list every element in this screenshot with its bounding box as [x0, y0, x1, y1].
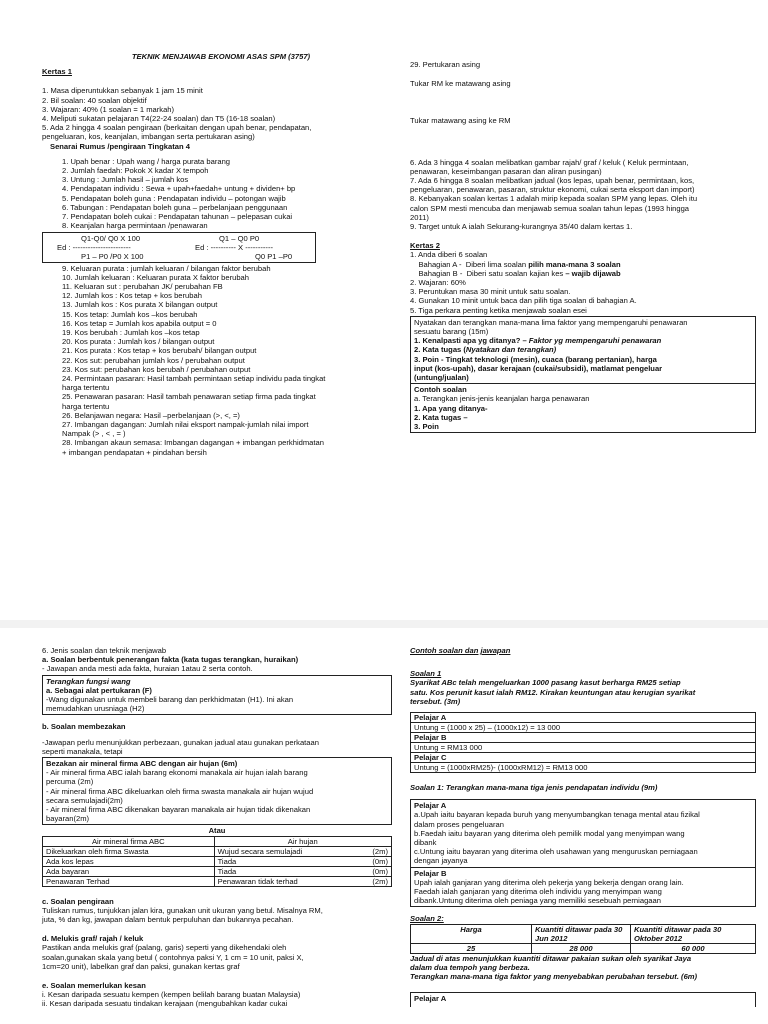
- soalan2-header-cell: Harga: [411, 924, 532, 943]
- section-e-heading: e. Soalan memerlukan kesan: [42, 981, 146, 991]
- box1-point-2-text: 2. Kata tugas (: [414, 345, 466, 355]
- answer-text: Untung = RM13 000: [411, 743, 756, 753]
- table-cell: Dikeluarkan oleh firma Swasta: [43, 846, 215, 856]
- box1-point-1-text: 1. Kenalpasti apa yg ditanya? –: [414, 336, 529, 346]
- kertas2-heading: Kertas 2: [410, 241, 440, 251]
- example-box-penawaran: [410, 316, 756, 384]
- bezakan-line: percuma (2m): [46, 777, 94, 787]
- formula-row: [43, 252, 315, 261]
- section-d-heading: d. Melukis graf/ rajah / keluk: [42, 934, 144, 944]
- box2-point: 3. Poin: [414, 422, 439, 432]
- tukar-rm-line: Tukar RM ke matawang asing: [410, 79, 511, 89]
- formula-item: 8. Keanjalan harga permintaan /penawaran: [62, 221, 208, 231]
- soalan1-line: Syarikat ABc telah mengeluarkan 1000 pasang kasut berharga RM25 setiap: [410, 678, 681, 688]
- pelajar-b-answer-box: [410, 867, 756, 908]
- section-a-sub: - Jawapan anda mesti ada fakta, huraian 1atau 2 serta contoh.: [42, 664, 253, 674]
- answer-label: Pelajar C: [411, 753, 756, 763]
- section-e-line: ii. Kesan daripada sesuatu tindakan kerajaan (mengubahkan kadar cukai: [42, 999, 288, 1009]
- bahagian-a-text: Bahagian A - Diberi lima soalan: [410, 259, 529, 269]
- section-e-line: i. Kesan daripada sesuatu kempen (kempen belilah barang buatan Malaysia): [42, 990, 301, 1000]
- soalan1b-question: Soalan 1: Terangkan mana-mana tiga jenis pendapatan individu (9m): [410, 783, 658, 793]
- table-cell: Ada kos lepas: [43, 856, 215, 866]
- formula-row: [43, 243, 315, 252]
- soalan2-question: [410, 954, 756, 982]
- kertas2-intro: 1. Anda diberi 6 soalan: [410, 250, 488, 260]
- section-b-heading: b. Soalan membezakan: [42, 722, 126, 732]
- formula-item: 6. Tabungan : Pendapatan boleh guna – perbelanjaan penggunaan: [62, 202, 288, 212]
- pelajar-a-answer: [414, 810, 752, 865]
- soalan2-header-cell: Kuantiti ditawar pada 30 Jun 2012: [532, 924, 631, 943]
- answer-row: [411, 723, 756, 733]
- soalan2-cell: 28 000: [532, 943, 631, 953]
- table-cell: (0m): [357, 856, 392, 866]
- fungsi-wang-body: [46, 695, 388, 713]
- section-b-line: -Jawapan perlu menunjukkan perbezaan, gunakan jadual atau gunakan perkataan: [42, 737, 319, 747]
- answer-text: Untung = (1000 x 25) – (1000x12) = 13 000: [411, 723, 756, 733]
- soalan2-table: [410, 924, 756, 954]
- kertas1-heading: Kertas 1: [42, 67, 72, 77]
- contoh-soalan-heading: Contoh soalan dan jawapan: [410, 646, 511, 655]
- formula-item: 24. Permintaan pasaran: Hasil tambah permintaan setiap individu pada tingkat: [62, 374, 326, 384]
- formula-item: 23. Kos sut: perubahan kos berubah / perubahan output: [62, 364, 251, 374]
- answer-label-row: [411, 713, 756, 723]
- formula-item: 16. Kos tetap = Jumlah kos apabila output = 0: [62, 318, 217, 328]
- bezakan-line: secara semulajadi(2m): [46, 795, 123, 805]
- kertas1-item: 1. Masa diperuntukkan sebanyak 1 jam 15 minit: [42, 86, 203, 96]
- formula-item: 1. Upah benar : Upah wang / harga purata barang: [62, 156, 231, 166]
- section-c-body: [42, 906, 392, 924]
- section-c-heading: c. Soalan pengiraan: [42, 896, 114, 906]
- section-d-line: Pastikan anda melukis graf (palang, garis) seperti yang dikehendaki oleh: [42, 943, 287, 953]
- page1-right-column: [410, 60, 756, 434]
- table-header-row: [43, 836, 392, 846]
- kertas1-item: 4. Meliputi sukatan pelajaran T4(22-24 soalan) dan T5 (16-18 soalan): [42, 114, 276, 124]
- note-line: 8. Kebanyakan soalan kertas 1 adalah mirip kepada soalan SPM yang lepas. Oleh itu: [410, 194, 698, 204]
- formula-cell: P1 – P0 /P0 X 100: [81, 252, 144, 262]
- formula-cell: Ed : -----------------------: [57, 242, 131, 252]
- table-cell: Wujud secara semulajadi: [214, 846, 357, 856]
- kertas1-notes-continued: [410, 158, 756, 232]
- atau-label: Atau: [208, 826, 226, 836]
- formula-item: harga tertentu: [62, 401, 110, 411]
- soalan2-header-cell: Kuantiti ditawar pada 30 Oktober 2012: [631, 924, 756, 943]
- formula-item: 21. Kos purata : Kos tetap + kos berubah/ bilangan output: [62, 346, 257, 356]
- soalan1-line: satu. Kos perunit kasut ialah RM12. Kirakan keuntungan atau kerugian syarikat: [410, 687, 696, 697]
- box1-point-3: [414, 355, 752, 383]
- pelajar-a-line: dalam proses pengeluaran: [414, 819, 504, 829]
- table-row: [43, 876, 392, 886]
- kertas1-list: [42, 86, 400, 141]
- section-a-heading: a. Soalan berbentuk penerangan fakta (kata tugas terangkan, huraikan): [42, 655, 299, 665]
- box1-point-1-italic: Faktor yg mempengaruhi penawaran: [528, 336, 662, 346]
- answer-text: Untung = (1000xRM25)- (1000xRM12) = RM13 000: [411, 763, 756, 773]
- fungsi-line: memudahkan urusniaga (H2): [46, 704, 145, 714]
- box1-point-3-line: input (kos-upah), dasar kerajaan (cukai/subsidi), matlamat pengeluar: [414, 363, 663, 373]
- formula-item: 4. Pendapatan individu : Sewa + upah+faedah+ untung + dividen+ bp: [62, 184, 296, 194]
- formula-item: 28. Imbangan akaun semasa: Imbangan dagangan + imbangan perkhidmatan: [62, 438, 324, 448]
- box1-point-2-italic: Nyatakan dan terangkan): [465, 345, 557, 355]
- kertas2-item: 4. Gunakan 10 minit untuk baca dan pilih tiga soalan di bahagian A.: [410, 296, 637, 306]
- kertas2-item: 2. Wajaran: 60%: [410, 278, 466, 288]
- soalan2-cell: 60 000: [631, 943, 756, 953]
- bezakan-line: - Air mineral firma ABC dikeluarkan oleh firma swasta manakala air hujan wujud: [46, 786, 314, 796]
- pelajar-a-line: dengan jayanya: [414, 856, 468, 866]
- formula-item: 3. Untung : Jumlah hasil – jumlah kos: [62, 175, 189, 185]
- table-row: [43, 846, 392, 856]
- formula-item: 9. Keluaran purata : jumlah keluaran / bilangan faktor berubah: [62, 263, 271, 273]
- box1-question: [414, 318, 752, 336]
- page-separator: [0, 620, 768, 628]
- tukar-asing-line: Tukar matawang asing ke RM: [410, 116, 511, 126]
- elasticity-formula-box: [42, 232, 316, 262]
- section-c-line: Tuliskan rumus, tunjukkan jalan kira, gunakan unit ukuran yang betul. Misalnya RM,: [42, 905, 323, 915]
- box2-point: 2. Kata tugas –: [414, 412, 468, 422]
- section-d-body: [42, 943, 392, 971]
- formula-item: 27. Imbangan dagangan: Jumlah nilai eksport nampak-jumlah nilai import: [62, 420, 309, 430]
- box2-title: Contoh soalan: [414, 385, 467, 395]
- answer-label: Pelajar A: [411, 713, 756, 723]
- kertas1-item: 5. Ada 2 hingga 4 soalan pengiraan (berkaitan dengan upah benar, pendapatan,: [42, 123, 312, 133]
- section-d-line: 1cm=20 unit), labelkan graf dan paksi, gunakan kertas graf: [42, 961, 240, 971]
- formula-cell: Q0 P1 –P0: [255, 252, 293, 262]
- table-cell: (0m): [357, 866, 392, 876]
- bezakan-title: Bezakan air mineral firma ABC dengan air hujan (6m): [46, 759, 238, 769]
- pelajar-a-line: dibank: [414, 838, 437, 848]
- soalan2-data-row: [411, 943, 756, 953]
- bahagian-a-line: [410, 260, 756, 269]
- pelajar-b-line: Faedah ialah ganjaran yang diterima oleh individu yang menyimpan wang: [414, 887, 662, 897]
- box2-points: [414, 404, 752, 432]
- table-cell: Tiada: [214, 866, 357, 876]
- document-title: TEKNIK MENJAWAB EKONOMI ASAS SPM (3757): [131, 52, 311, 61]
- answer-label-row: [411, 753, 756, 763]
- section-e-body: [42, 990, 392, 1008]
- soalan2-line: Terangkan mana-mana tiga faktor yang menyebabkan perubahan tersebut. (6m): [410, 972, 698, 982]
- formula-item: + imbangan pendapatan + pindahan bersih: [62, 447, 207, 457]
- bezakan-line: - Air mineral firma ABC dikenakan bayaran manakala air hujan tidak dikenakan: [46, 805, 311, 815]
- table-cell: (2m): [357, 846, 392, 856]
- comparison-table-body: [43, 846, 392, 886]
- table-header-cell: Air mineral firma ABC: [43, 836, 215, 846]
- formula-cell: Q1 – Q0 P0: [219, 233, 260, 243]
- formula-item: 15. Kos tetap: Jumlah kos –kos berubah: [62, 309, 198, 319]
- formula-item: Nampak (> , < , = ): [62, 429, 126, 439]
- formula-cell: Ed : ---------- X -----------: [195, 242, 274, 252]
- table-cell: Ada bayaran: [43, 866, 215, 876]
- pertukaran-heading: 29. Pertukaran asing: [410, 60, 481, 69]
- answers-table: [410, 712, 756, 773]
- formula-item: 2. Jumlah faedah: Pokok X kadar X tempoh: [62, 166, 209, 176]
- kertas1-item: pengeluaran, kos, keanjalan, imbangan serta pertukaran asing): [42, 132, 255, 142]
- pelajar-b-label: Pelajar B: [414, 868, 447, 878]
- note-line: 6. Ada 3 hingga 4 soalan melibatkan gambar rajah/ graf / keluk ( Keluk permintaan,: [410, 157, 689, 167]
- bottom-answer-label: Pelajar A: [414, 994, 447, 1004]
- box1-point-3-line: 3. Poin - Tingkat teknologi (mesin), cuaca (barang pertanian), harga: [414, 354, 657, 364]
- bahagian-b-emphasis: – wajib dijawab: [565, 268, 621, 278]
- soalan2-cell: 25: [411, 943, 532, 953]
- bottom-answer-box: [410, 992, 756, 1007]
- formula-item: 20. Kos purata : Jumlah kos / bilangan output: [62, 337, 215, 347]
- formula-item: 11. Keluaran sut : perubahan JK/ perubahan FB: [62, 282, 223, 292]
- pelajar-a-line: c.Untung iaitu bayaran yang diterima oleh usahawan yang menguruskan perniagaan: [414, 847, 698, 857]
- pelajar-a-label: Pelajar A: [414, 801, 447, 811]
- formula-item: 22. Kos sut: perubahan jumlah kos / perubahan output: [62, 355, 245, 365]
- answer-row: [411, 743, 756, 753]
- bahagian-b-line: [410, 269, 756, 278]
- kertas2-item: 5. Tiga perkara penting ketika menjawab soalan esei: [410, 305, 587, 315]
- page2-right-column: [410, 646, 756, 1008]
- kertas2-item: 3. Peruntukan masa 30 minit untuk satu soalan.: [410, 287, 571, 297]
- formula-item: 25. Penawaran pasaran: Hasil tambah penawaran setiap firma pada tingkat: [62, 392, 316, 402]
- table-cell: (2m): [357, 876, 392, 886]
- kertas1-item: 2. Bil soalan: 40 soalan objektif: [42, 95, 147, 105]
- fungsi-wang-box: [42, 675, 392, 716]
- soalan2-heading: Soalan 2:: [410, 914, 444, 924]
- fungsi-wang-title: Terangkan fungsi wang: [46, 676, 131, 686]
- soalan2-line: Jadual di atas menunjukkan kuantiti ditawar pakaian sukan oleh syarikat Jaya: [410, 953, 692, 963]
- formula-item: 10. Jumlah keluaran : Keluaran purata X faktor berubah: [62, 272, 250, 282]
- page1-left-column: [42, 52, 400, 457]
- bezakan-line: - Air mineral firma ABC ialah barang ekonomi manakala air hujan ialah barang: [46, 768, 308, 778]
- bezakan-box: [42, 757, 392, 825]
- box1-point-3-line: (untung/jualan): [414, 373, 469, 383]
- pelajar-a-line: a.Upah iaitu bayaran kepada buruh yang menyumbangkan tenaga mental atau fizikal: [414, 810, 700, 820]
- fungsi-line: -Wang digunakan untuk membeli barang dan perkhidmatan (H1). Ini akan: [46, 695, 294, 705]
- box1-point-1: [414, 336, 752, 345]
- note-line: 7. Ada 6 hingga 8 soalan melibatkan jadual (kos lepas, upah benar, permintaan, kos,: [410, 176, 695, 186]
- rumus-heading: Senarai Rumus /pengiraan Tingkatan 4: [50, 141, 190, 151]
- bahagian-a-emphasis: pilih mana-mana 3 soalan: [528, 259, 621, 269]
- formula-item: harga tertentu: [62, 383, 110, 393]
- soalan1-question: [410, 678, 756, 706]
- answer-label-row: [411, 733, 756, 743]
- fungsi-wang-head: a. Sebagai alat pertukaran (F): [46, 685, 152, 695]
- kertas1-item: 3. Wajaran: 40% (1 soalan = 1 markah): [42, 104, 175, 114]
- formula-item: 19. Kos berubah : Jumlah kos –kos tetap: [62, 328, 200, 338]
- section-c-line: juta, % dan kg, jawapan dalam bentuk perpuluhan dan bukannya pecahan.: [42, 915, 294, 925]
- page-two: [0, 628, 768, 1024]
- comparison-table: [42, 836, 392, 887]
- answer-row: [411, 763, 756, 773]
- formula-item: 5. Pendapatan boleh guna : Pendapatan individu – potongan wajib: [62, 193, 286, 203]
- box2-question: [414, 394, 752, 403]
- bezakan-line: bayaran(2m): [46, 814, 90, 824]
- formula-list-a: [42, 157, 400, 231]
- soalan2-header-row: [411, 924, 756, 943]
- table-cell: Penawaran tidak terhad: [214, 876, 357, 886]
- soalan2-line: dalam dua tempoh yang berbeza.: [410, 962, 530, 972]
- pelajar-b-line: Upah ialah ganjaran yang diterima oleh pekerja yang bekerja dengan orang lain.: [414, 877, 684, 887]
- table-header-cell: Air hujan: [214, 836, 391, 846]
- note-line: calon SPM mesti mencuba dan menjawab semua soalan tahun lepas (1993 hingga: [410, 203, 690, 213]
- jenis-soalan-heading: 6. Jenis soalan dan teknik menjawab: [42, 646, 167, 655]
- soalan1-line: tersebut. (3m): [410, 696, 461, 706]
- note-line: 2011): [410, 212, 429, 222]
- formula-cell: Q1-Q0/ Q0 X 100: [81, 233, 141, 243]
- pelajar-b-answer: [414, 878, 752, 906]
- formula-item: 7. Pendapatan boleh cukai : Pendapatan tahunan – pelepasan cukai: [62, 212, 293, 222]
- formula-list-b: [42, 264, 400, 457]
- pelajar-a-line: b.Faedah iaitu bayaran yang diterima oleh pemilik modal yang menyimpan wang: [414, 828, 685, 838]
- answers-table-body: [411, 713, 756, 773]
- section-b-line: seperti manakala, tetapi: [42, 746, 123, 756]
- table-row: [43, 866, 392, 876]
- table-cell: Tiada: [214, 856, 357, 866]
- note-line: 9. Target untuk A ialah Sekurang-kurangnya 35/40 dalam kertas 1.: [410, 222, 633, 232]
- bezakan-body: [46, 768, 388, 823]
- example-box-contoh: [410, 383, 756, 433]
- pelajar-b-line: dibank.Untung diterima oleh peniaga yang memiliki sesebuah perniagaan: [414, 896, 661, 906]
- section-b-body: [42, 738, 392, 756]
- formula-item: 26. Belanjawan negara: Hasil –perbelanjaan (>, <, =): [62, 410, 240, 420]
- formula-item: 13. Jumlah kos : Kos purata X bilangan output: [62, 300, 218, 310]
- soalan1-heading: Soalan 1: [410, 669, 442, 679]
- table-cell: Penawaran Terhad: [43, 876, 215, 886]
- box1-line: sesuatu barang (15m): [414, 327, 489, 337]
- page2-left-column: [42, 646, 392, 1009]
- box1-point-2: [414, 345, 752, 354]
- answer-label: Pelajar B: [411, 733, 756, 743]
- kertas2-list: [410, 278, 756, 315]
- formula-row: [43, 233, 315, 242]
- box1-line: Nyatakan dan terangkan mana-mana lima faktor yang mempengaruhi penawaran: [414, 317, 688, 327]
- bahagian-b-text: Bahagian B - Diberi satu soalan kajian kes: [410, 268, 566, 278]
- table-row: [43, 856, 392, 866]
- formula-item: 12. Jumlah kos : Kos tetap + kos berubah: [62, 291, 202, 301]
- note-line: pengeluaran, penawaran, pasaran, struktur ekonomi, cukai serta eksport dan import): [410, 185, 695, 195]
- note-line: penawaran, keseimbangan pasaran dan aliran pusingan): [410, 166, 602, 176]
- box2-line: a. Terangkan jenis-jenis keanjalan harga penawaran: [414, 394, 590, 404]
- section-d-line: soalan,gunakan skala yang betul ( contohnya paksi Y, 1 cm = 10 unit, paksi X,: [42, 952, 304, 962]
- pelajar-a-answer-box: [410, 799, 756, 867]
- box2-point: 1. Apa yang ditanya-: [414, 403, 488, 413]
